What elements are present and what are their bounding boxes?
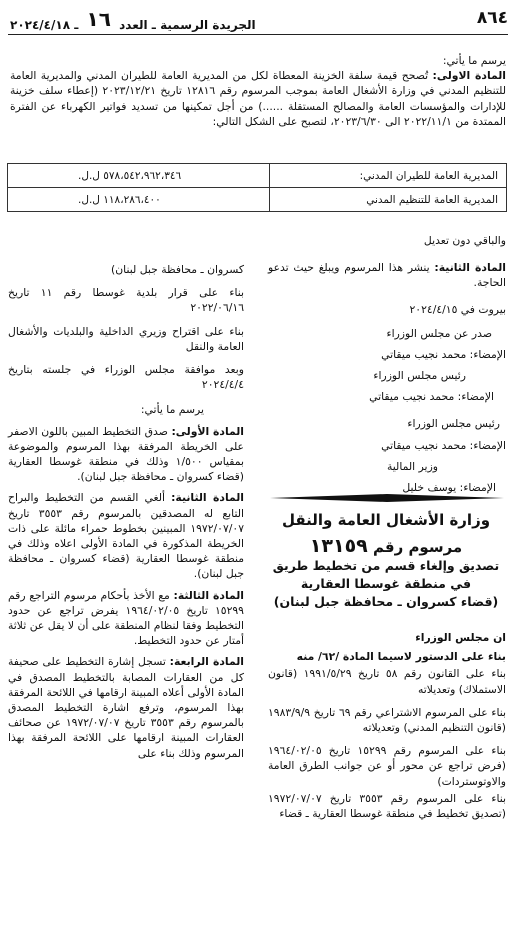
table-cell-amount: ١١٨،٢٨٦،٤٠٠ ل.ل. <box>8 188 270 212</box>
article-4-text: تسجل إشارة التخطيط على صحيفة كل من العقارات المصابة بالتخطيط المصدق في المادة الأولى أعلاه المبينة ارقامها في اللائحة المرفقة بهذا المرسوم، وترفع اشارة التخطيط المصدق بالمرسوم رقم ٣٥٥٣ تاريخ ١٩٧٢/٠٧/٠٧ عن صحائف العقارات المبينة ارقامها على اللائحة المرفقة بهذا المرسوم وذلك بناء على <box>8 655 244 760</box>
right-column-lower <box>268 630 506 821</box>
decree-label: مرسوم رقم <box>373 538 463 556</box>
place-date: بيروت في ٢٠٢٤/٤/١٥ <box>409 303 506 317</box>
article-1-label: المادة الاولى: <box>432 69 506 83</box>
recital: بناء على المرسوم رقم ١٥٢٩٩ تاريخ ١٩٦٤/٠٢/٠٥ (فرض تراجع عن محور أو عن جوانب الطرق العامة والاوتوستردات) <box>268 744 506 788</box>
signature-4: الإمضاء: يوسف خليل <box>402 481 496 495</box>
ministry-heading-block <box>266 510 506 611</box>
decree-title-line: (قضاء كسروان ـ محافظة جبل لبنان) <box>273 594 499 609</box>
budget-table <box>7 163 507 212</box>
article-2-text: ألغي القسم من التخطيط والبراح التابع له المصدقين بالمرسوم رقم ٣٥٥٣ تاريخ ١٩٧٢/٠٧/٠٧ المبينين بخطوط حمراء مائلة على ذات الخريطة المذكورة في المادة الأولى اعلاه وذلك في منطقة غوسطا العقارية (قضاء كسروان ـ محافظة جبل لبنان). <box>8 491 244 581</box>
remainder-note: والباقي دون تعديل <box>423 234 506 247</box>
decree-heading: يرسم ما يأتي: <box>442 54 506 67</box>
recital: كسروان ـ محافظة جبل لبنان) <box>111 263 244 276</box>
article-4 <box>8 654 244 760</box>
ministry-name: وزارة الأشغال العامة والنقل <box>281 511 491 529</box>
table-cell-name: المديرية العامة للطيران المدني: <box>270 164 507 188</box>
recital: وبعد موافقة مجلس الوزراء في جلسته بتاريخ ٢٠٢٤/٤/٤ <box>8 363 244 392</box>
separator-ornament <box>270 494 504 502</box>
first-decree-text <box>10 53 506 129</box>
recital: بناء على القانون رقم ٥٨ تاريخ ١٩٩١/٥/٢٩ (قانون الاستملاك) وتعديلاته <box>268 667 506 696</box>
table-row <box>8 164 507 188</box>
decree-title-line: تصديق وإلغاء قسم من تخطيط طريق <box>272 558 500 573</box>
left-column <box>8 262 244 761</box>
constitution-ref: بناء على الدستور لاسيما المادة /٦٢/ منه <box>296 650 506 664</box>
publication-line <box>10 7 256 34</box>
decree-number: ١٣١٥٩ <box>309 535 368 557</box>
signature-1: الإمضاء: محمد نجيب ميقاتي <box>381 347 506 361</box>
issue-date: ـ ٢٠٢٤/٤/١٨ <box>10 18 79 32</box>
table-cell-name: المديرية العامة للتنظيم المدني <box>270 188 507 212</box>
issued-by: صدر عن مجلس الوزراء <box>386 326 492 340</box>
recital: بناء على المرسوم رقم ٣٥٥٣ تاريخ ١٩٧٢/٠٧/٠٧ (تصديق تخطيط في منطقة غوسطا العقارية ـ قضاء <box>268 791 506 821</box>
page-header <box>6 8 510 32</box>
issue-number: ١٦ <box>86 7 111 31</box>
prime-minister-title: رئيس مجلس الوزراء <box>373 369 466 383</box>
finance-minister-title: وزير المالية <box>387 459 438 473</box>
article-3-text: مع الأخذ بأحكام مرسوم التراجع رقم ١٥٢٩٩ تاريخ ١٩٦٤/٠٢/٠٥ يفرض تراجع عن حدود التخطيط وفقا لنظام المنطقة على أن لا يقل عن ثلاثة أمتار عن حدود التخطيط. <box>8 588 244 648</box>
header-rule <box>8 34 508 35</box>
article-2-label: المادة الثانية: <box>434 261 506 274</box>
recital: بناء على اقتراح وزيري الداخلية والبلديات والأشغال العامة والنقل <box>8 324 244 353</box>
article-1-label: المادة الأولى: <box>171 424 245 438</box>
signature-2: الإمضاء: محمد نجيب ميقاتي <box>369 390 494 404</box>
signature-3: الإمضاء: محمد نجيب ميقاتي <box>381 438 506 452</box>
article-1-text: صدق التخطيط المبين باللون الاصفر على الخريطة المرفقة بهذا المرسوم والموضوعة بمقياس ١/٥٠٠ وذلك في منطقة غوسطا العقارية (قضاء كسروان ـ محافظة جبل لبنان). <box>8 424 244 484</box>
decree-title-line: في منطقة غوسطا العقارية <box>300 576 472 591</box>
table-cell-amount: ٥٧٨،٥٤٢،٩٦٢،٣٤٦ ل.ل. <box>8 164 270 188</box>
recital: بناء على قرار بلدية غوسطا رقم ١١ تاريخ ٢٠٢٢/٠٦/١٦ <box>8 286 244 315</box>
decree-heading: يرسم ما يأتي: <box>140 403 204 417</box>
article-2-label: المادة الثانية: <box>171 491 244 505</box>
article-4-label: المادة الرابعة: <box>169 655 244 669</box>
council-heading: ان مجلس الوزراء <box>415 631 506 644</box>
article-3 <box>8 588 244 649</box>
table-row <box>8 188 507 212</box>
right-column <box>268 260 506 495</box>
publication-title: الجريدة الرسمية ـ العدد <box>119 18 256 32</box>
article-1 <box>8 424 244 485</box>
decree-number-line <box>266 536 506 557</box>
article-1-text: تُصحح قيمة سلفة الخزينة المعطاة لكل من المديرية العامة للطيران المدني والمديرية العامة للتنظيم المدني في وزارة الأشغال العامة بموجب المرسوم رقم ١٢٨١٦ تاريخ ٢٠٢٣/١٢/٢١ (إعطاء سلف خزينة للإدارات والمؤسسات العامة والمصالح المستقلة ......) من أجل تمكينها من تسديد فواتير الكهرباء عن الفترة الممتدة من ٢٠٢٢/١١/١ الى ٢٠٢٣/٦/٣٠، لتصبح على الشكل التالي: <box>10 69 506 128</box>
recital: بناء على المرسوم الاشتراعي رقم ٦٩ تاريخ ١٩٨٣/٩/٩ (قانون التنظيم المدني) وتعديلاته <box>268 705 506 735</box>
prime-minister-title: رئيس مجلس الوزراء <box>407 417 500 431</box>
article-3-label: المادة الثالثة: <box>173 588 245 602</box>
page-number: ٨٦٤ <box>476 8 508 28</box>
article-2-text: ينشر هذا المرسوم ويبلغ حيث تدعو الحاجة. <box>268 261 506 290</box>
article-2 <box>8 490 244 581</box>
